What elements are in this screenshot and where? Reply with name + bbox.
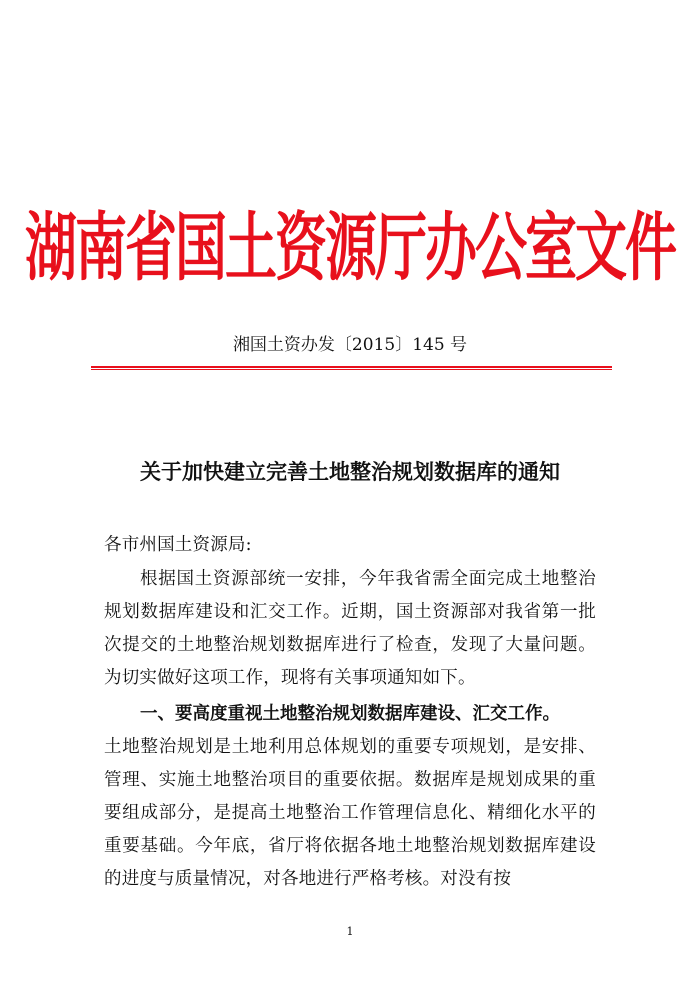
- red-divider-rule: [91, 366, 612, 368]
- section-heading-1: 一、要高度重视土地整治规划数据库建设、汇交工作。: [140, 704, 560, 724]
- document-number: 湘国土资办发〔2015〕145 号: [232, 335, 468, 355]
- paragraph-intro: 根据国土资源部统一安排，今年我省需全面完成土地整治规划数据库建设和汇交工作。近期，国土资源部对我省第一批次提交的土地整治规划数据库进行了检查，发现了大量问题。为切实做好这项工作，现将有关事项通知如下。: [104, 569, 596, 688]
- paragraph-section-1: 土地整治规划是土地利用总体规划的重要专项规划，是安排、管理、实施土地整治项目的重要依据。数据库是规划成果的重要组成部分，是提高土地整治工作管理信息化、精细化水平的重要基础。今年底，省厅将依据各地土地整治规划数据库建设的进度与质量情况，对各地进行严格考核。对没有按: [104, 737, 596, 889]
- red-divider-rule-thin: [91, 369, 612, 370]
- salutation: 各市州国土资源局:: [104, 535, 252, 555]
- page-number: 1: [346, 925, 354, 938]
- document-header-title: 湖南省国土资源厅办公室文件: [24, 205, 675, 292]
- notice-title: 关于加快建立完善土地整治规划数据库的通知: [140, 459, 560, 484]
